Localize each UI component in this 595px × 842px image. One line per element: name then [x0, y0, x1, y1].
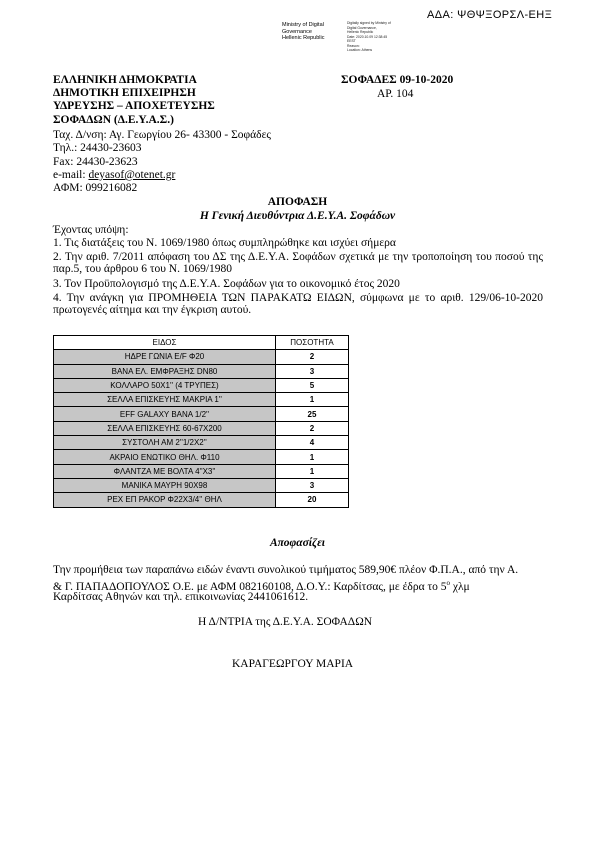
item-name: ΚΟΛΛΑΡΟ 50Χ1'' (4 ΤΡΥΠΕΣ) — [54, 378, 276, 392]
item-quantity: 20 — [276, 493, 349, 507]
item-name: ΣΕΛΛΑ ΕΠΙΣΚΕΥΗΣ 60-67Χ200 — [54, 421, 276, 435]
item-quantity: 3 — [276, 364, 349, 378]
org-line: ΕΛΛΗΝΙΚΗ ΔΗΜΟΚΡΑΤΙΑ — [53, 74, 197, 86]
org-line: ΥΔΡΕΥΣΗΣ – ΑΠΟΧΕΤΕΥΣΗΣ — [53, 100, 215, 112]
email-label: e-mail: — [53, 169, 89, 181]
org-line: ΣΟΦΑΔΩΝ (Δ.Ε.Υ.Α.Σ.) — [53, 114, 174, 126]
place-date: ΣΟΦΑΔΕΣ 09-10-2020 — [341, 74, 454, 86]
item-name: ΒΑΝΑ ΕΛ. ΕΜΦΡΑΞΗΣ DN80 — [54, 364, 276, 378]
signature-issuer-line: Governance — [282, 28, 312, 35]
email-link[interactable]: deyasof@otenet.gr — [88, 169, 176, 181]
item-name: ΑΚΡΑΙΟ ΕΝΩΤΙΚΟ ΘΗΛ. Φ110 — [54, 450, 276, 464]
decision-subtitle: Η Γενική Διευθύντρια Δ.Ε.Υ.Α. Σοφάδων — [199, 210, 396, 222]
table-header-row — [54, 336, 349, 350]
decision-text: & Γ. ΠΑΠΑΔΟΠΟΥΛΟΣ Ο.Ε. με ΑΦΜ 082160108, Δ.Ο.Υ.: Καρδίτσας, με έδρα το 5 — [53, 580, 447, 593]
protocol-number: ΑΡ. 104 — [377, 88, 414, 100]
item-name: ΡΕΧ ΕΠ ΡΑΚΟΡ Φ22Χ3/4'' ΘΗΛ — [54, 493, 276, 507]
address: Ταχ. Δ/νση: Αγ. Γεωργίου 26- 43300 - Σοφάδες — [53, 129, 271, 141]
considering-item: 2. Την αριθ. 7/2011 απόφαση του ΔΣ της Δ.Ε.Υ.Α. Σοφάδων σχετικά με την τροποποίηση του ποσού της παρ.5, του άρθρου 6 του Ν. 1069/1980 — [53, 251, 543, 275]
table-row — [54, 393, 349, 407]
org-line: ΔΗΜΟΤΙΚΗ ΕΠΙΧΕΙΡΗΣΗ — [53, 87, 196, 99]
table-row — [54, 464, 349, 478]
table-row — [54, 421, 349, 435]
table-row — [54, 436, 349, 450]
considering-item: 4. Την ανάγκη για ΠΡΟΜΗΘΕΙΑ ΤΩΝ ΠΑΡΑΚΑΤΩ ΕΙΔΩΝ, σύμφωνα με το αριθ. 129/06-10-2020 πρωτογενές αίτημα και την έγκριση αυτού. — [53, 292, 543, 316]
item-quantity: 1 — [276, 393, 349, 407]
item-quantity: 25 — [276, 407, 349, 421]
item-quantity: 5 — [276, 378, 349, 392]
table-row — [54, 478, 349, 492]
signature-issuer-line: Ministry of Digital — [282, 22, 324, 28]
decides-heading: Αποφασίζει — [269, 537, 325, 549]
item-name: ΗΔΡΕ ΓΩΝΙΑ Ε/F Φ20 — [54, 350, 276, 364]
table-row — [54, 493, 349, 507]
signature-detail-line: Digital Governance, — [347, 25, 377, 30]
ada-code: ΑΔΑ: ΨΘΨΞΟΡΣΛ-ΕΗΞ — [427, 9, 553, 21]
considering-item: 1. Τις διατάξεις του Ν. 1069/1980 όπως συμπληρώθηκε και ισχύει σήμερα — [53, 237, 396, 249]
signature-detail-line: EEST — [347, 39, 356, 43]
considering-item: 3. Τον Προϋπολογισμό της Δ.Ε.Υ.Α. Σοφάδων για το οικονομικό έτος 2020 — [53, 278, 400, 290]
decision-line: Την προμήθεια των παραπάνω ειδών έναντι συνολικού τιμήματος 589,90€ πλέον Φ.Π.Α., από την Α. — [53, 564, 519, 576]
email-line — [53, 169, 175, 181]
table-row — [54, 378, 349, 392]
signature-issuer — [282, 22, 325, 42]
signature-details — [347, 21, 391, 53]
decision-title: ΑΠΟΦΑΣΗ — [267, 196, 328, 208]
table-row — [54, 364, 349, 378]
item-quantity: 1 — [276, 464, 349, 478]
signature-detail-line: Digitally signed by Ministry of — [347, 21, 391, 25]
item-quantity: 4 — [276, 436, 349, 450]
item-name: ΜΑΝΙΚΑ ΜΑΥΡΗ 90Χ98 — [54, 478, 276, 492]
signature-issuer-line: Hellenic Republic — [282, 35, 325, 41]
decision-superscript: ο — [446, 579, 450, 587]
afm: ΑΦΜ: 099216082 — [53, 182, 138, 194]
item-name: ΣΥΣΤΟΛΗ ΑΜ 2''1/2Χ2'' — [54, 436, 276, 450]
item-name: ΦΛΑΝΤΖΑ ΜΕ ΒΟΛΤΑ 4''Χ3'' — [54, 464, 276, 478]
phone: Τηλ.: 24430-23603 — [53, 142, 142, 154]
item-quantity: 2 — [276, 421, 349, 435]
column-header-item: ΕΙΔΟΣ — [54, 336, 276, 350]
considering-intro: Έχοντας υπόψη: — [53, 224, 129, 236]
item-quantity: 2 — [276, 350, 349, 364]
table-row — [54, 407, 349, 421]
signature-detail-line: Location: Athens — [347, 48, 373, 52]
item-name: ΣΕΛΛΑ ΕΠΙΣΚΕΥΗΣ ΜΑΚΡΙΑ 1'' — [54, 393, 276, 407]
item-quantity: 1 — [276, 450, 349, 464]
signatory-name: ΚΑΡΑΓΕΩΡΓΟΥ ΜΑΡΙΑ — [232, 658, 354, 670]
decision-line: Καρδίτσας Αθηνών και τηλ. επικοινωνίας 2441061612. — [53, 591, 309, 603]
items-table — [53, 335, 349, 508]
item-quantity: 3 — [276, 478, 349, 492]
table-row — [54, 450, 349, 464]
table-row — [54, 350, 349, 364]
decision-text: χλμ — [449, 580, 470, 593]
item-name: EFF GALAXY ΒΑΝΑ 1/2'' — [54, 407, 276, 421]
signature-detail-line: Date: 2020.10.09 12:38:45 — [347, 34, 388, 39]
signature-detail-line: Hellenic Republic — [347, 30, 374, 34]
column-header-quantity: ΠΟΣΟΤΗΤΑ — [276, 336, 349, 350]
fax: Fax: 24430-23623 — [53, 156, 138, 168]
signatory-title: Η Δ/ΝΤΡΙΑ της Δ.Ε.Υ.Α. ΣΟΦΑΔΩΝ — [198, 616, 373, 628]
signature-detail-line: Reason: — [347, 43, 360, 48]
